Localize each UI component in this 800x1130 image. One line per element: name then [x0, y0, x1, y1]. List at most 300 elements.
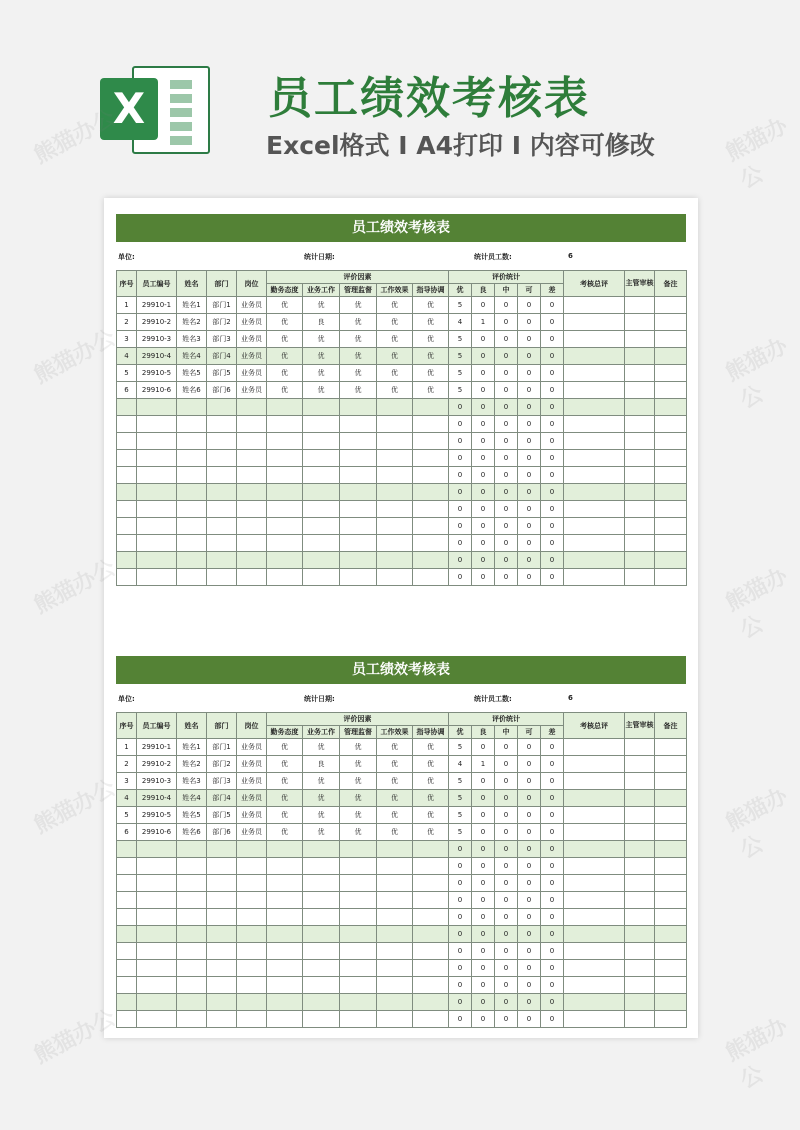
cell-name[interactable]: [177, 1011, 207, 1028]
cell-stat[interactable]: 5: [449, 348, 472, 365]
cell-supervisor[interactable]: [625, 314, 655, 331]
cell-seq[interactable]: [117, 841, 137, 858]
cell-dept[interactable]: [207, 875, 237, 892]
cell-stat[interactable]: 0: [541, 960, 564, 977]
cell-overall[interactable]: [564, 535, 625, 552]
cell-dept[interactable]: [207, 892, 237, 909]
cell-post[interactable]: [237, 994, 267, 1011]
cell-emp-id[interactable]: 29910-5: [137, 807, 177, 824]
cell-stat[interactable]: 0: [449, 909, 472, 926]
cell-factor[interactable]: 优: [340, 807, 377, 824]
cell-stat[interactable]: 0: [472, 501, 495, 518]
cell-factor[interactable]: 优: [303, 382, 340, 399]
cell-factor[interactable]: 优: [303, 331, 340, 348]
cell-emp-id[interactable]: [137, 858, 177, 875]
cell-stat[interactable]: 0: [495, 450, 518, 467]
cell-overall[interactable]: [564, 314, 625, 331]
cell-stat[interactable]: 0: [449, 450, 472, 467]
cell-factor[interactable]: 优: [413, 365, 449, 382]
cell-factor[interactable]: [303, 433, 340, 450]
cell-stat[interactable]: 0: [495, 535, 518, 552]
cell-stat[interactable]: 0: [495, 552, 518, 569]
cell-stat[interactable]: 0: [541, 926, 564, 943]
cell-stat[interactable]: 5: [449, 365, 472, 382]
cell-factor[interactable]: [377, 943, 413, 960]
cell-stat[interactable]: 5: [449, 790, 472, 807]
cell-factor[interactable]: 优: [377, 314, 413, 331]
cell-factor[interactable]: [413, 450, 449, 467]
cell-factor[interactable]: [413, 994, 449, 1011]
cell-dept[interactable]: [207, 977, 237, 994]
cell-remark[interactable]: [655, 841, 687, 858]
cell-post[interactable]: [237, 518, 267, 535]
cell-factor[interactable]: [267, 977, 303, 994]
cell-post[interactable]: [237, 535, 267, 552]
cell-post[interactable]: 业务员: [237, 314, 267, 331]
cell-factor[interactable]: [413, 943, 449, 960]
cell-factor[interactable]: [267, 858, 303, 875]
cell-stat[interactable]: 0: [472, 994, 495, 1011]
cell-factor[interactable]: 优: [377, 807, 413, 824]
cell-dept[interactable]: [207, 552, 237, 569]
cell-factor[interactable]: [340, 1011, 377, 1028]
cell-supervisor[interactable]: [625, 960, 655, 977]
cell-stat[interactable]: 0: [541, 331, 564, 348]
cell-supervisor[interactable]: [625, 1011, 655, 1028]
cell-name[interactable]: [177, 535, 207, 552]
cell-stat[interactable]: 0: [495, 501, 518, 518]
cell-factor[interactable]: [303, 399, 340, 416]
cell-dept[interactable]: 部门4: [207, 348, 237, 365]
cell-post[interactable]: [237, 569, 267, 586]
cell-factor[interactable]: [303, 977, 340, 994]
cell-overall[interactable]: [564, 858, 625, 875]
cell-factor[interactable]: 优: [413, 756, 449, 773]
cell-factor[interactable]: [267, 518, 303, 535]
cell-factor[interactable]: [413, 926, 449, 943]
cell-stat[interactable]: 0: [518, 977, 541, 994]
cell-post[interactable]: [237, 501, 267, 518]
cell-emp-id[interactable]: [137, 943, 177, 960]
cell-name[interactable]: [177, 977, 207, 994]
cell-factor[interactable]: [377, 416, 413, 433]
cell-seq[interactable]: 4: [117, 348, 137, 365]
cell-stat[interactable]: 0: [449, 569, 472, 586]
cell-factor[interactable]: 优: [413, 773, 449, 790]
cell-factor[interactable]: [340, 501, 377, 518]
cell-stat[interactable]: 0: [472, 484, 495, 501]
cell-factor[interactable]: 优: [267, 773, 303, 790]
cell-dept[interactable]: [207, 943, 237, 960]
cell-remark[interactable]: [655, 960, 687, 977]
cell-name[interactable]: 姓名3: [177, 773, 207, 790]
cell-stat[interactable]: 5: [449, 773, 472, 790]
cell-overall[interactable]: [564, 501, 625, 518]
cell-stat[interactable]: 0: [449, 875, 472, 892]
cell-remark[interactable]: [655, 331, 687, 348]
cell-stat[interactable]: 0: [495, 756, 518, 773]
cell-stat[interactable]: 0: [472, 552, 495, 569]
cell-remark[interactable]: [655, 773, 687, 790]
cell-factor[interactable]: [303, 569, 340, 586]
cell-stat[interactable]: 0: [495, 926, 518, 943]
cell-stat[interactable]: 0: [541, 365, 564, 382]
cell-remark[interactable]: [655, 314, 687, 331]
cell-factor[interactable]: 优: [377, 365, 413, 382]
cell-factor[interactable]: [413, 875, 449, 892]
cell-dept[interactable]: [207, 518, 237, 535]
cell-stat[interactable]: 0: [518, 450, 541, 467]
cell-factor[interactable]: [340, 416, 377, 433]
cell-stat[interactable]: 0: [518, 875, 541, 892]
cell-name[interactable]: [177, 892, 207, 909]
cell-factor[interactable]: [340, 552, 377, 569]
cell-stat[interactable]: 0: [518, 365, 541, 382]
cell-factor[interactable]: [413, 433, 449, 450]
cell-emp-id[interactable]: [137, 569, 177, 586]
cell-overall[interactable]: [564, 739, 625, 756]
cell-name[interactable]: 姓名4: [177, 348, 207, 365]
cell-overall[interactable]: [564, 297, 625, 314]
cell-stat[interactable]: 0: [495, 484, 518, 501]
cell-factor[interactable]: 优: [377, 756, 413, 773]
cell-stat[interactable]: 0: [518, 297, 541, 314]
cell-factor[interactable]: [267, 569, 303, 586]
cell-stat[interactable]: 0: [518, 824, 541, 841]
cell-stat[interactable]: 0: [495, 297, 518, 314]
cell-stat[interactable]: 0: [472, 892, 495, 909]
cell-factor[interactable]: 优: [303, 807, 340, 824]
cell-stat[interactable]: 0: [518, 467, 541, 484]
cell-name[interactable]: [177, 501, 207, 518]
cell-stat[interactable]: 0: [495, 365, 518, 382]
cell-dept[interactable]: [207, 484, 237, 501]
cell-stat[interactable]: 0: [541, 739, 564, 756]
cell-emp-id[interactable]: [137, 484, 177, 501]
cell-factor[interactable]: [377, 994, 413, 1011]
cell-remark[interactable]: [655, 875, 687, 892]
cell-remark[interactable]: [655, 909, 687, 926]
cell-emp-id[interactable]: [137, 399, 177, 416]
cell-stat[interactable]: 0: [449, 858, 472, 875]
cell-seq[interactable]: [117, 943, 137, 960]
cell-overall[interactable]: [564, 977, 625, 994]
cell-seq[interactable]: [117, 535, 137, 552]
cell-post[interactable]: 业务员: [237, 756, 267, 773]
cell-overall[interactable]: [564, 926, 625, 943]
cell-stat[interactable]: 0: [495, 399, 518, 416]
cell-seq[interactable]: 6: [117, 382, 137, 399]
cell-factor[interactable]: [303, 926, 340, 943]
cell-stat[interactable]: 0: [541, 399, 564, 416]
cell-stat[interactable]: 0: [518, 756, 541, 773]
cell-overall[interactable]: [564, 841, 625, 858]
cell-stat[interactable]: 0: [449, 841, 472, 858]
cell-seq[interactable]: [117, 875, 137, 892]
cell-stat[interactable]: 0: [541, 314, 564, 331]
cell-factor[interactable]: [377, 467, 413, 484]
cell-supervisor[interactable]: [625, 484, 655, 501]
cell-factor[interactable]: [340, 450, 377, 467]
cell-remark[interactable]: [655, 552, 687, 569]
cell-seq[interactable]: [117, 1011, 137, 1028]
cell-stat[interactable]: 0: [449, 926, 472, 943]
cell-post[interactable]: [237, 416, 267, 433]
cell-factor[interactable]: [340, 994, 377, 1011]
cell-stat[interactable]: 0: [518, 790, 541, 807]
cell-factor[interactable]: [303, 858, 340, 875]
cell-dept[interactable]: [207, 858, 237, 875]
cell-stat[interactable]: 0: [541, 518, 564, 535]
cell-stat[interactable]: 5: [449, 807, 472, 824]
cell-stat[interactable]: 0: [472, 960, 495, 977]
cell-factor[interactable]: [267, 450, 303, 467]
cell-remark[interactable]: [655, 824, 687, 841]
cell-factor[interactable]: 优: [340, 314, 377, 331]
cell-stat[interactable]: 0: [472, 858, 495, 875]
cell-supervisor[interactable]: [625, 858, 655, 875]
cell-factor[interactable]: 优: [303, 297, 340, 314]
cell-factor[interactable]: 优: [377, 790, 413, 807]
cell-overall[interactable]: [564, 960, 625, 977]
cell-factor[interactable]: 优: [413, 314, 449, 331]
cell-post[interactable]: [237, 450, 267, 467]
cell-factor[interactable]: [413, 552, 449, 569]
cell-stat[interactable]: 0: [518, 739, 541, 756]
cell-stat[interactable]: 0: [495, 331, 518, 348]
cell-name[interactable]: [177, 416, 207, 433]
cell-stat[interactable]: 0: [495, 467, 518, 484]
cell-name[interactable]: 姓名5: [177, 365, 207, 382]
cell-name[interactable]: [177, 467, 207, 484]
cell-stat[interactable]: 0: [518, 1011, 541, 1028]
cell-factor[interactable]: 优: [340, 365, 377, 382]
cell-dept[interactable]: [207, 926, 237, 943]
cell-factor[interactable]: [413, 1011, 449, 1028]
cell-emp-id[interactable]: [137, 841, 177, 858]
cell-overall[interactable]: [564, 467, 625, 484]
cell-post[interactable]: [237, 399, 267, 416]
cell-supervisor[interactable]: [625, 790, 655, 807]
cell-factor[interactable]: [340, 399, 377, 416]
cell-supervisor[interactable]: [625, 773, 655, 790]
cell-remark[interactable]: [655, 382, 687, 399]
cell-factor[interactable]: [377, 501, 413, 518]
cell-stat[interactable]: 0: [449, 484, 472, 501]
cell-name[interactable]: [177, 858, 207, 875]
cell-stat[interactable]: 0: [472, 331, 495, 348]
cell-emp-id[interactable]: 29910-1: [137, 739, 177, 756]
cell-dept[interactable]: [207, 1011, 237, 1028]
cell-seq[interactable]: 1: [117, 739, 137, 756]
cell-post[interactable]: 业务员: [237, 790, 267, 807]
cell-supervisor[interactable]: [625, 535, 655, 552]
cell-remark[interactable]: [655, 994, 687, 1011]
cell-factor[interactable]: [377, 909, 413, 926]
cell-seq[interactable]: [117, 467, 137, 484]
cell-remark[interactable]: [655, 348, 687, 365]
cell-post[interactable]: 业务员: [237, 297, 267, 314]
cell-supervisor[interactable]: [625, 909, 655, 926]
cell-factor[interactable]: [340, 858, 377, 875]
cell-factor[interactable]: [267, 399, 303, 416]
cell-factor[interactable]: 优: [340, 331, 377, 348]
cell-post[interactable]: [237, 892, 267, 909]
cell-overall[interactable]: [564, 773, 625, 790]
cell-stat[interactable]: 0: [518, 994, 541, 1011]
cell-remark[interactable]: [655, 450, 687, 467]
cell-factor[interactable]: 优: [303, 365, 340, 382]
cell-factor[interactable]: 优: [377, 739, 413, 756]
cell-emp-id[interactable]: [137, 416, 177, 433]
cell-dept[interactable]: 部门4: [207, 790, 237, 807]
cell-factor[interactable]: 优: [267, 348, 303, 365]
cell-overall[interactable]: [564, 943, 625, 960]
cell-emp-id[interactable]: [137, 467, 177, 484]
cell-stat[interactable]: 0: [518, 569, 541, 586]
cell-factor[interactable]: [413, 518, 449, 535]
cell-factor[interactable]: [340, 433, 377, 450]
cell-factor[interactable]: [267, 433, 303, 450]
cell-name[interactable]: [177, 926, 207, 943]
cell-stat[interactable]: 0: [472, 875, 495, 892]
cell-supervisor[interactable]: [625, 501, 655, 518]
cell-factor[interactable]: [413, 892, 449, 909]
cell-factor[interactable]: [340, 841, 377, 858]
cell-factor[interactable]: 优: [340, 756, 377, 773]
cell-factor[interactable]: 优: [377, 382, 413, 399]
cell-stat[interactable]: 0: [518, 399, 541, 416]
cell-factor[interactable]: 优: [340, 348, 377, 365]
cell-stat[interactable]: 0: [472, 569, 495, 586]
cell-overall[interactable]: [564, 807, 625, 824]
cell-stat[interactable]: 0: [518, 807, 541, 824]
cell-factor[interactable]: 优: [377, 348, 413, 365]
cell-supervisor[interactable]: [625, 365, 655, 382]
cell-stat[interactable]: 0: [518, 841, 541, 858]
cell-stat[interactable]: 0: [495, 433, 518, 450]
cell-stat[interactable]: 4: [449, 314, 472, 331]
cell-stat[interactable]: 0: [495, 348, 518, 365]
cell-dept[interactable]: 部门3: [207, 331, 237, 348]
cell-stat[interactable]: 0: [541, 1011, 564, 1028]
cell-overall[interactable]: [564, 552, 625, 569]
cell-supervisor[interactable]: [625, 433, 655, 450]
cell-remark[interactable]: [655, 807, 687, 824]
cell-stat[interactable]: 0: [495, 892, 518, 909]
cell-stat[interactable]: 0: [518, 484, 541, 501]
cell-emp-id[interactable]: [137, 552, 177, 569]
cell-stat[interactable]: 0: [518, 943, 541, 960]
cell-supervisor[interactable]: [625, 467, 655, 484]
cell-stat[interactable]: 0: [495, 773, 518, 790]
cell-stat[interactable]: 0: [541, 535, 564, 552]
cell-overall[interactable]: [564, 399, 625, 416]
cell-post[interactable]: [237, 467, 267, 484]
cell-stat[interactable]: 0: [518, 552, 541, 569]
cell-post[interactable]: [237, 484, 267, 501]
cell-factor[interactable]: 优: [267, 807, 303, 824]
cell-remark[interactable]: [655, 399, 687, 416]
cell-name[interactable]: [177, 994, 207, 1011]
cell-factor[interactable]: [340, 518, 377, 535]
cell-supervisor[interactable]: [625, 552, 655, 569]
cell-dept[interactable]: [207, 909, 237, 926]
cell-factor[interactable]: [340, 484, 377, 501]
cell-remark[interactable]: [655, 569, 687, 586]
cell-stat[interactable]: 0: [472, 433, 495, 450]
cell-stat[interactable]: 0: [495, 382, 518, 399]
cell-stat[interactable]: 0: [472, 909, 495, 926]
cell-stat[interactable]: 0: [495, 943, 518, 960]
cell-stat[interactable]: 0: [541, 552, 564, 569]
cell-emp-id[interactable]: [137, 892, 177, 909]
cell-stat[interactable]: 0: [495, 416, 518, 433]
cell-dept[interactable]: [207, 399, 237, 416]
cell-supervisor[interactable]: [625, 943, 655, 960]
cell-post[interactable]: 业务员: [237, 382, 267, 399]
cell-stat[interactable]: 0: [518, 348, 541, 365]
cell-emp-id[interactable]: 29910-4: [137, 790, 177, 807]
cell-factor[interactable]: [303, 875, 340, 892]
cell-factor[interactable]: [303, 467, 340, 484]
cell-supervisor[interactable]: [625, 807, 655, 824]
cell-factor[interactable]: [413, 569, 449, 586]
cell-emp-id[interactable]: [137, 875, 177, 892]
cell-factor[interactable]: [267, 535, 303, 552]
cell-factor[interactable]: 优: [267, 314, 303, 331]
cell-emp-id[interactable]: 29910-4: [137, 348, 177, 365]
cell-factor[interactable]: [377, 926, 413, 943]
cell-stat[interactable]: 0: [518, 535, 541, 552]
cell-factor[interactable]: 优: [413, 382, 449, 399]
cell-supervisor[interactable]: [625, 569, 655, 586]
cell-name[interactable]: 姓名2: [177, 314, 207, 331]
cell-seq[interactable]: [117, 892, 137, 909]
cell-seq[interactable]: 5: [117, 365, 137, 382]
cell-factor[interactable]: [267, 926, 303, 943]
cell-stat[interactable]: 0: [541, 773, 564, 790]
cell-stat[interactable]: 0: [541, 892, 564, 909]
cell-factor[interactable]: 优: [413, 348, 449, 365]
cell-stat[interactable]: 0: [495, 977, 518, 994]
cell-emp-id[interactable]: 29910-2: [137, 756, 177, 773]
cell-factor[interactable]: [340, 977, 377, 994]
cell-factor[interactable]: 优: [267, 739, 303, 756]
cell-stat[interactable]: 0: [472, 977, 495, 994]
cell-supervisor[interactable]: [625, 994, 655, 1011]
cell-factor[interactable]: 优: [267, 365, 303, 382]
cell-dept[interactable]: 部门5: [207, 807, 237, 824]
cell-stat[interactable]: 0: [541, 824, 564, 841]
cell-remark[interactable]: [655, 756, 687, 773]
cell-name[interactable]: [177, 433, 207, 450]
cell-factor[interactable]: [340, 467, 377, 484]
cell-name[interactable]: 姓名2: [177, 756, 207, 773]
cell-stat[interactable]: 0: [472, 926, 495, 943]
cell-factor[interactable]: [377, 875, 413, 892]
cell-stat[interactable]: 0: [449, 552, 472, 569]
cell-post[interactable]: 业务员: [237, 348, 267, 365]
cell-factor[interactable]: 优: [267, 382, 303, 399]
cell-stat[interactable]: 0: [541, 501, 564, 518]
cell-stat[interactable]: 0: [495, 569, 518, 586]
cell-overall[interactable]: [564, 348, 625, 365]
cell-factor[interactable]: [303, 1011, 340, 1028]
cell-stat[interactable]: 0: [541, 297, 564, 314]
cell-remark[interactable]: [655, 926, 687, 943]
cell-stat[interactable]: 0: [541, 875, 564, 892]
